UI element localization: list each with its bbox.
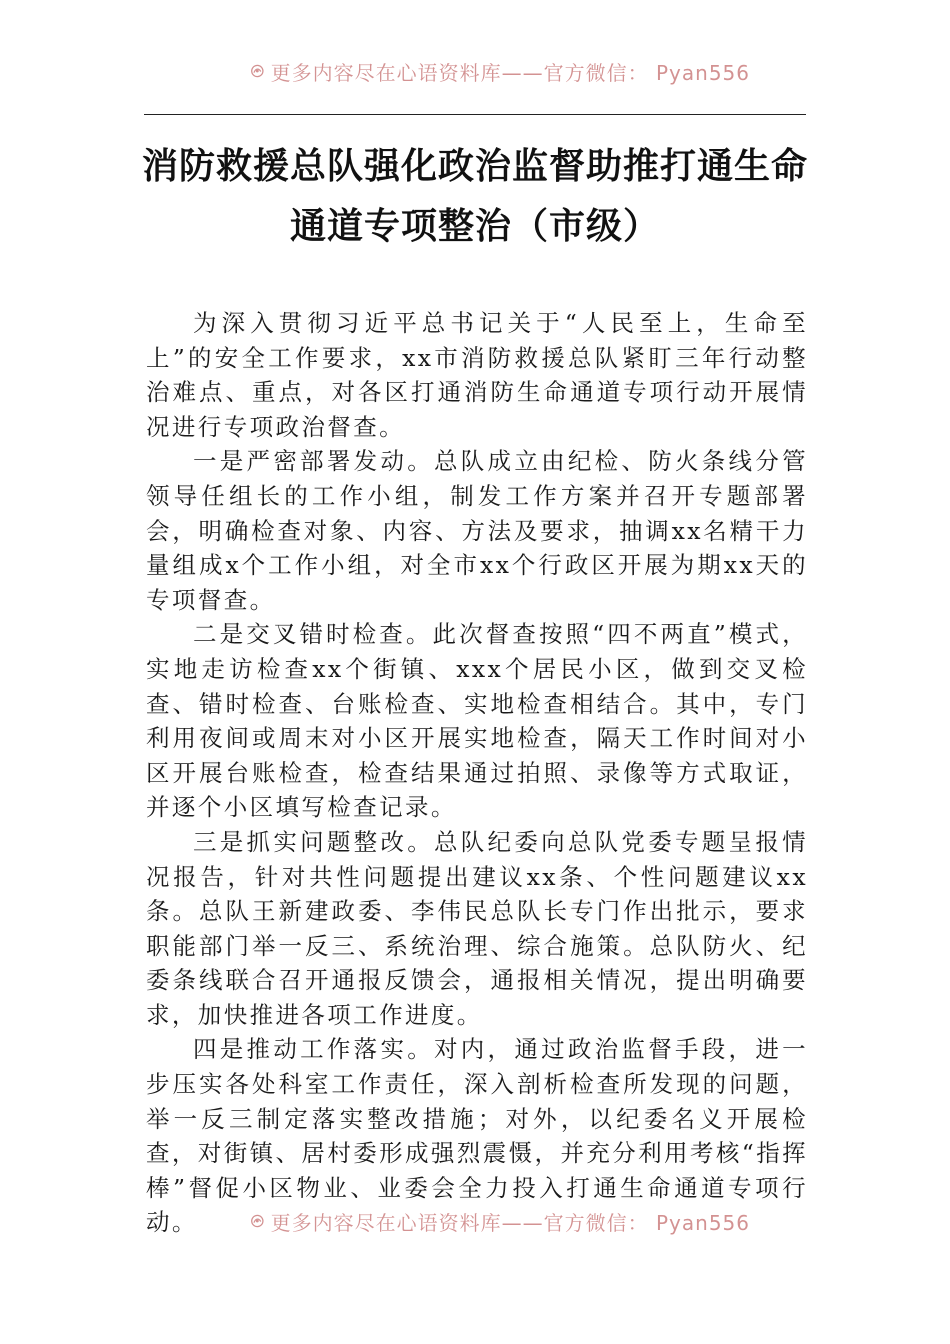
paragraph-rectification: 三是抓实问题整改。总队纪委向总队党委专题呈报情况报告，针对共性问题提出建议xx条、个性问题建议xx条。总队王新建政委、李伟民总队长专门作出批示，要求职能部门举一反三、系统治理、综合施策。总队防火、纪委条线联合召开通报反馈会，通报相关情况，提出明确要求，加快推进各项工作进度。 [146, 827, 808, 1029]
header-watermark-text: 更多内容尽在心语资料库——官方微信： Pyan556 [270, 60, 750, 85]
paragraph-implementation: 四是推动工作落实。对内，通过政治监督手段，进一步压实各处科室工作责任，深入剖析检查所发现的问题，举一反三制定落实整改措施；对外，以纪委名义开展检查，对街镇、居村委形成强烈震慑，并充分利用考核“指挥棒”督促小区物业、业委会全力投入打通生命通道专项行动。 [146, 1035, 808, 1237]
title-line-1: 消防救援总队强化政治监督助推打通生命 [141, 145, 808, 187]
document-title [120, 136, 830, 256]
paragraph-intro: 为深入贯彻习近平总书记关于“人民至上，生命至上”的安全工作要求，xx市消防救援总队紧盯三年行动整治难点、重点，对各区打通消防生命通道专项行动开展情况进行专项政治督查。 [146, 309, 808, 441]
document-body [146, 306, 808, 1240]
logo-icon [250, 1208, 265, 1234]
header-divider [144, 114, 806, 115]
footer-watermark [250, 1206, 750, 1236]
paragraph-inspection: 二是交叉错时检查。此次督查按照“四不两直”模式，实地走访检查xx个街镇、xxx个居民小区，做到交叉检查、错时检查、台账检查、实地检查相结合。其中，专门利用夜间或周末对小区开展实地检查，隔天工作时间对小区开展台账检查，检查结果通过拍照、录像等方式取证，并逐个小区填写检查记录。 [146, 620, 808, 822]
paragraph-deployment: 一是严密部署发动。总队成立由纪检、防火条线分管领导任组长的工作小组，制发工作方案并召开专题部署会，明确检查对象、内容、方法及要求，抽调xx名精干力量组成x个工作小组，对全市xx个行政区开展为期xx天的专项督查。 [146, 447, 808, 614]
header-watermark [250, 56, 750, 86]
footer-watermark-text: 更多内容尽在心语资料库——官方微信： Pyan556 [270, 1210, 750, 1235]
logo-icon [250, 58, 265, 84]
title-line-2: 通道专项整治（市级） [289, 205, 660, 247]
